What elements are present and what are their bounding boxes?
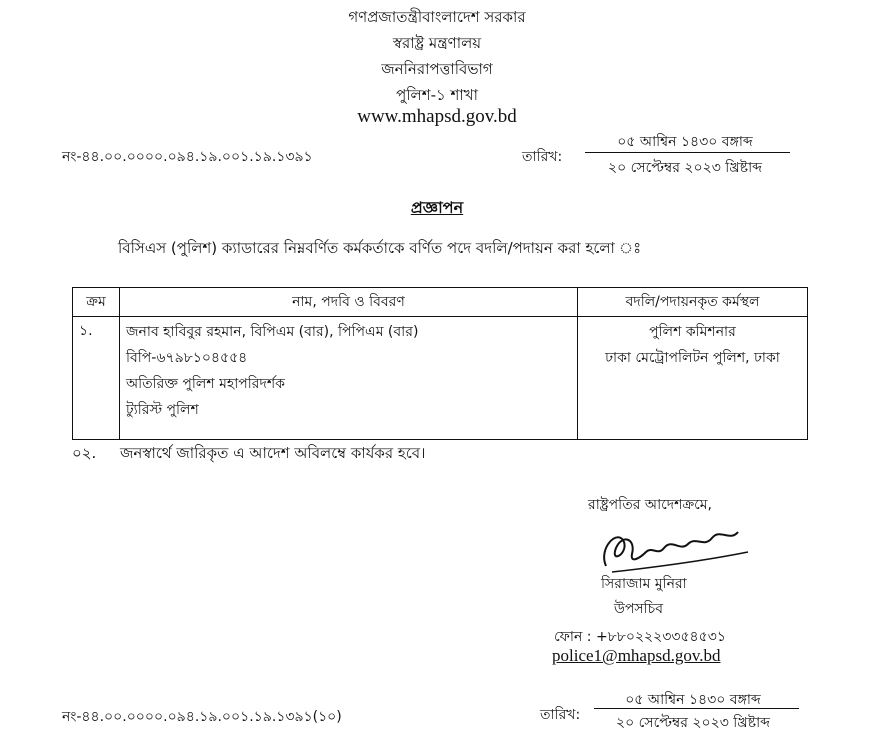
- header-posting: বদলি/পদায়নকৃত কর্মস্থল: [578, 288, 808, 317]
- transfer-table: [72, 287, 808, 440]
- govt-name: গণপ্রজাতন্ত্রীবাংলাদেশ সরকার: [348, 8, 526, 26]
- officer-bp: বিপি-৬৭৯৮১০৪৫৫৪: [126, 350, 248, 366]
- footer-date-label: তারিখ:: [540, 707, 581, 723]
- phone-number: ফোন : +৮৮০২২২৩৩৫৪৫৩১: [554, 629, 726, 645]
- para2-text: জনস্বার্থে জারিকৃত এ আদেশ অবিলম্বে কার্যকর হবে।: [120, 444, 426, 462]
- posting-title: পুলিশ কমিশনার: [649, 324, 736, 340]
- footer-date-bangla: ০৫ আশ্বিন ১৪৩০ বঙ্গাব্দ: [625, 692, 761, 708]
- posting-details: [578, 317, 808, 440]
- signatory-name: সিরাজাম মুনিরা: [601, 576, 687, 592]
- officer-name: জনাব হাবিবুর রহমান, বিপিএম (বার), পিপিএম (বার): [126, 324, 419, 340]
- footer-date-divider: [594, 708, 799, 709]
- memo-number: নং-৪৪.০০.০০০০.০৯৪.১৯.০০১.১৯.১৩৯১: [62, 149, 313, 165]
- row-serial: ১.: [73, 317, 120, 440]
- officer-designation: অতিরিক্ত পুলিশ মহাপরিদর্শক: [126, 376, 285, 392]
- officer-details: [120, 317, 578, 440]
- date-label: তারিখ:: [522, 149, 563, 165]
- table-row: [73, 317, 808, 440]
- table-header-row: [73, 288, 808, 317]
- ministry-name: স্বরাষ্ট্র মন্ত্রণালয়: [392, 34, 482, 52]
- posting-place: ঢাকা মেট্রোপলিটন পুলিশ, ঢাকা: [605, 350, 780, 366]
- header-serial: ক্রম: [73, 288, 120, 317]
- date-bangla: ০৫ আশ্বিন ১৪৩০ বঙ্গাব্দ: [617, 134, 753, 150]
- order-line: রাষ্ট্রপতির আদেশক্রমে,: [588, 497, 712, 513]
- signatory-designation: উপসচিব: [614, 601, 664, 617]
- date-gregorian: ২০ সেপ্টেম্বর ২০২৩ খ্রিষ্টাব্দ: [608, 160, 762, 176]
- section-name: পুলিশ-১ শাখা: [396, 86, 478, 104]
- header-name: নাম, পদবি ও বিবরণ: [120, 288, 578, 317]
- intro-text: বিসিএস (পুলিশ) ক্যাডারের নিম্নবর্ণিত কর্মকর্তাকে বর্ণিত পদে বদলি/পদায়ন করা হলো ঃ: [118, 239, 642, 257]
- para2-number: ০২.: [72, 444, 97, 462]
- officer-unit: ট্যুরিস্ট পুলিশ: [126, 402, 199, 418]
- email-link[interactable]: police1@mhapsd.gov.bd: [552, 646, 721, 665]
- website-link[interactable]: www.mhapsd.gov.bd: [357, 106, 517, 127]
- division-name: জননিরাপত্তাবিভাগ: [381, 60, 493, 78]
- document-title: প্রজ্ঞাপন: [410, 198, 464, 217]
- footer-memo-number: নং-৪৪.০০.০০০০.০৯৪.১৯.০০১.১৯.১৩৯১(১০): [62, 709, 342, 725]
- date-divider: [585, 152, 790, 153]
- footer-date-gregorian: ২০ সেপ্টেম্বর ২০২৩ খ্রিষ্টাব্দ: [616, 715, 770, 731]
